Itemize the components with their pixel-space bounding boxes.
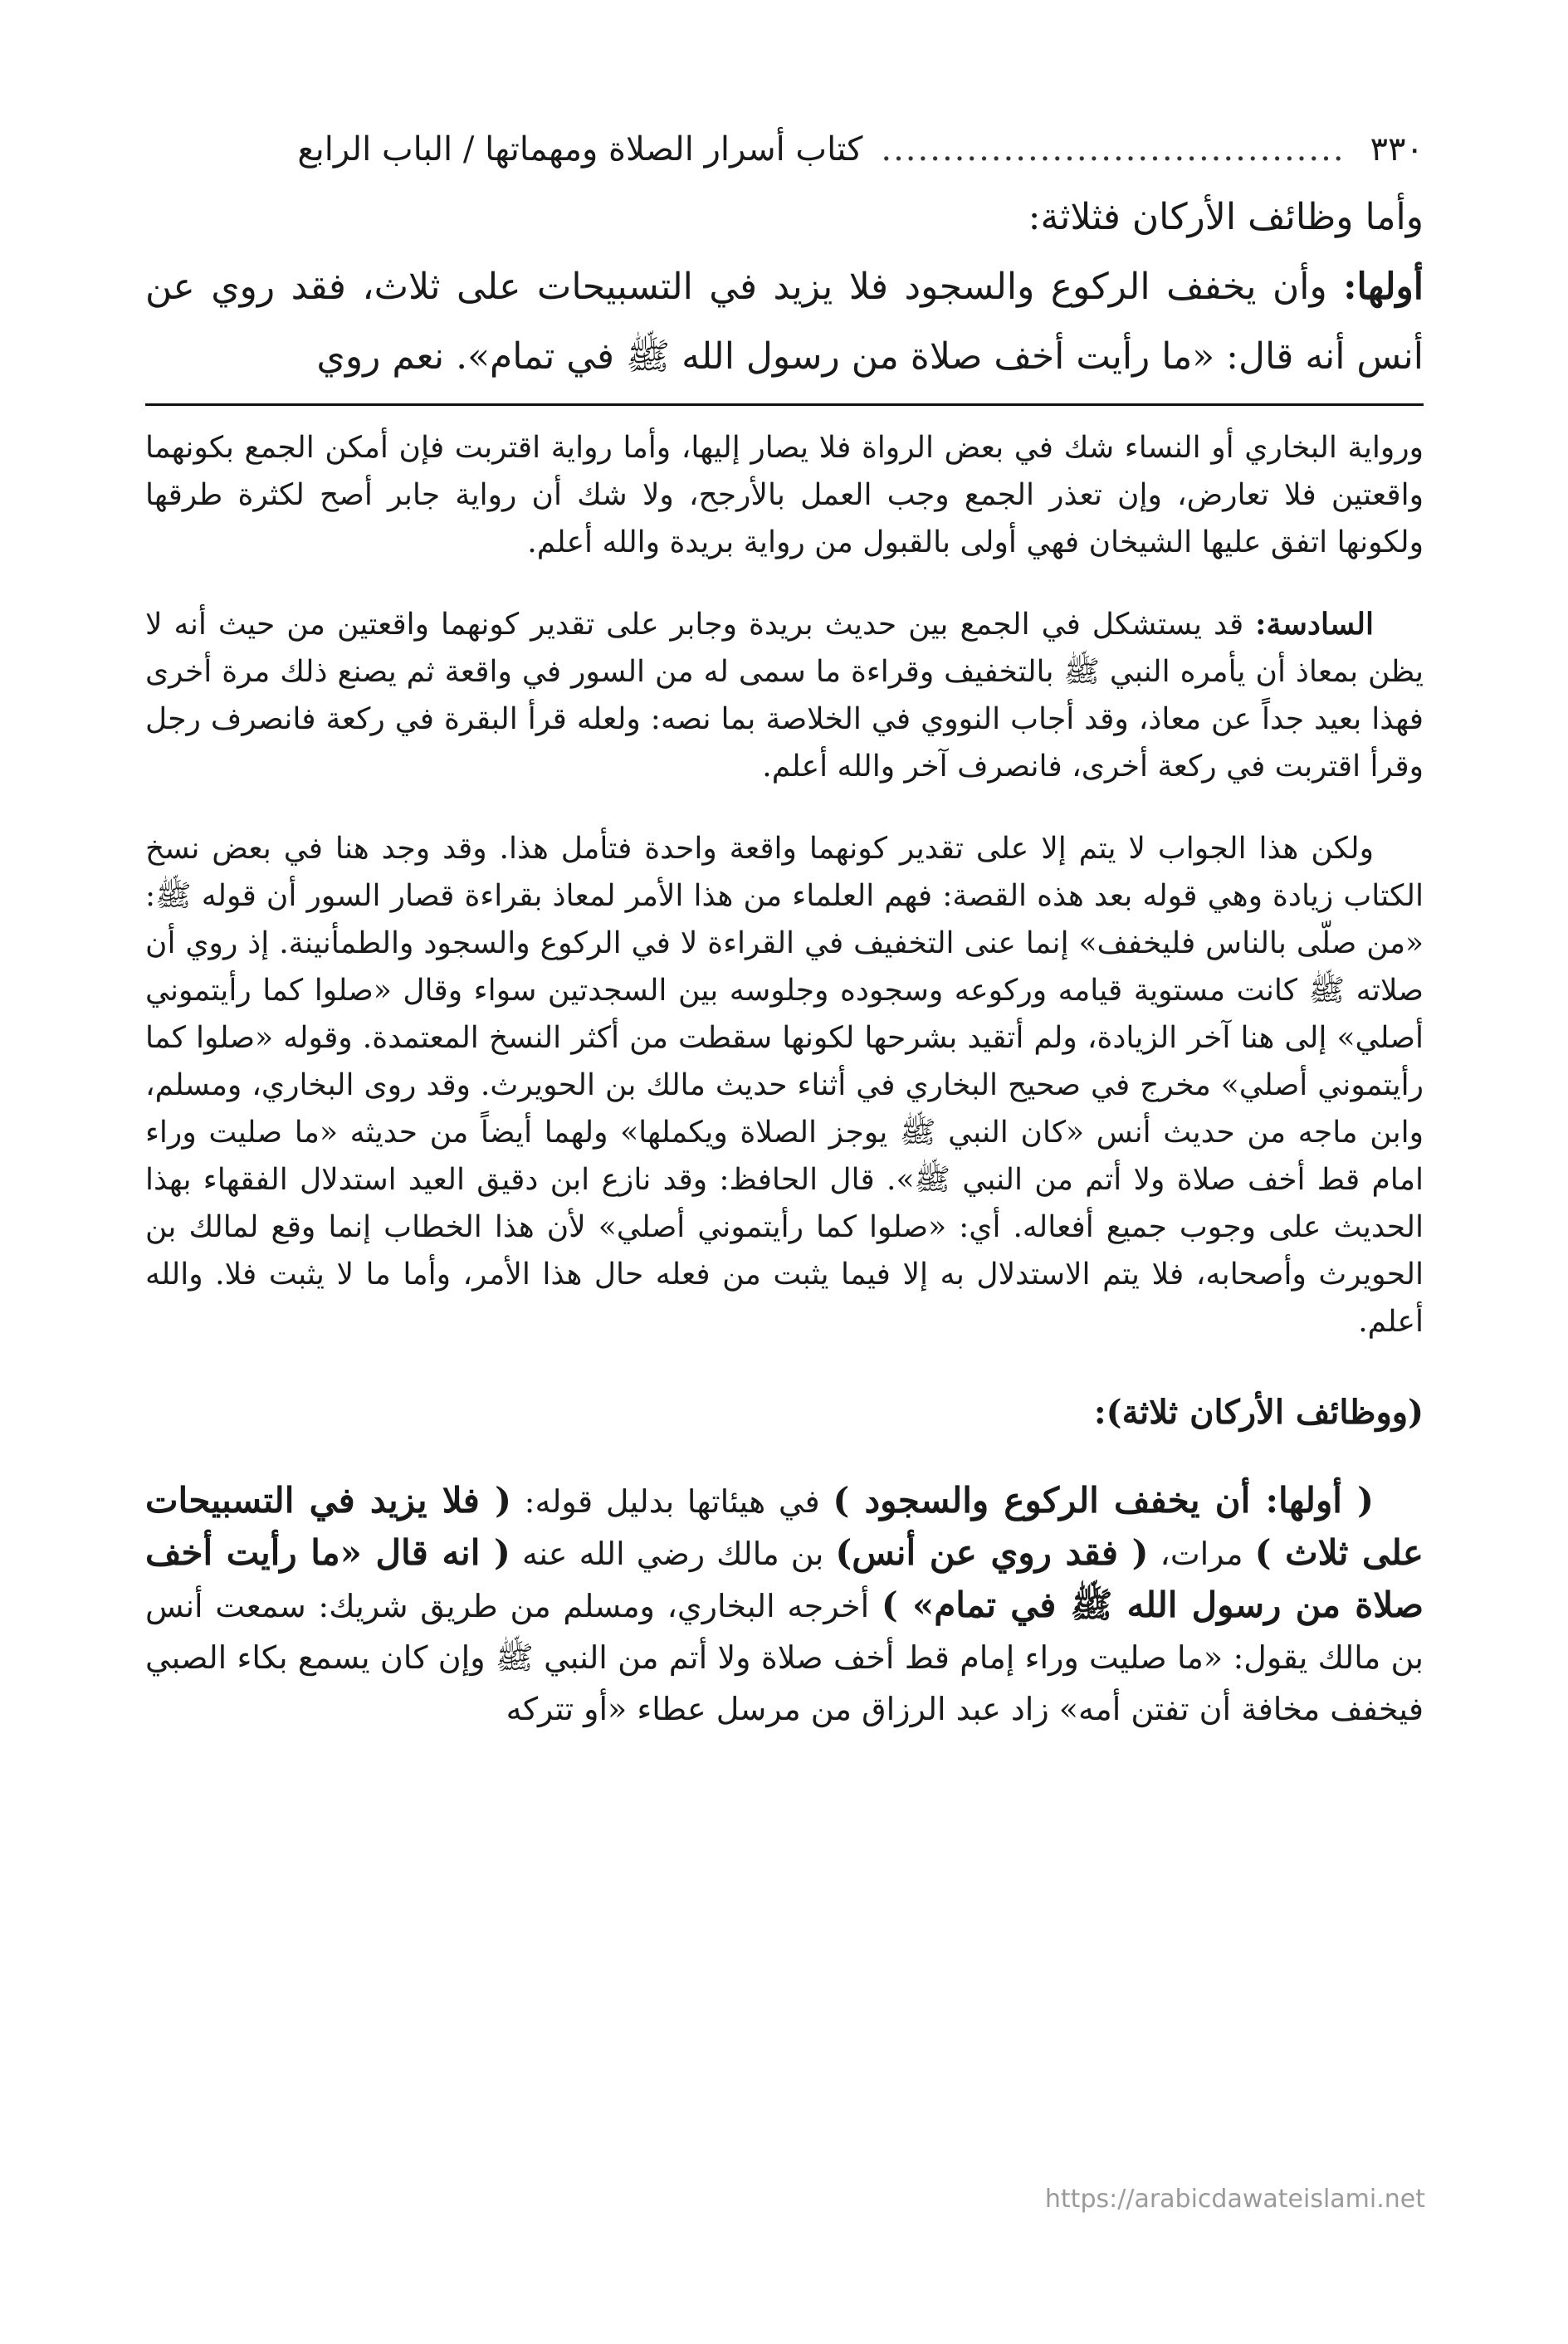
book-page [145,125,1424,1735]
lower-text-2: مرات، [1148,1536,1255,1572]
main-paragraph-text: وأن يخفف الركوع والسجود فلا يزيد في التسبيحات على ثلاث، فقد روي عن أنس أنه قال: «ما رأيت أخف صلاة من رسول الله ﷺ في تمام». نعم روي [145,266,1424,378]
commentary-paragraph-2-text: قد يستشكل في الجمع بين حديث بريدة وجابر على تقدير كونهما واقعتين من حيث أنه لا يظن بمعاذ أن يأمره النبي ﷺ بالتخفيف وقراءة ما سمى له من السور في واقعة ثم يصنع ذلك مرة أخرى فهذا بعيد جداً عن معاذ، وقد أجاب النووي في الخلاصة بما نصه: ولعله قرأ البقرة في ركعة فانصرف رجل وقرأ اقتربت في ركعة أخرى، فانصرف آخر والله أعلم. [145,608,1424,784]
lower-text-4: أخرجه البخاري، ومسلم من طريق شريك: سمعت أنس بن مالك يقول: «ما صليت وراء إمام قط أخف صلاة ولا أتم من النبي ﷺ وإن كان يسمع بكاء الصبي فيخفف مخافة أن تفتن أمه» زاد عبد الرزاق من مرسل عطاء «أو تتركه [145,1588,1424,1727]
commentary [145,424,1424,1345]
lower-paragraph [145,1475,1424,1735]
commentary-paragraph-1: ورواية البخاري أو النساء شك في بعض الرواة فلا يصار إليها، وأما رواية اقتربت فإن أمكن الجمع بكونهما واقعتين فلا تعارض، وإن تعذر الجمع وجب العمل بالأرجح، ولا شك أن رواية جابر أصح لكثرة طرقها ولكونها اتفق عليها الشيخان فهي أولى بالقبول من رواية بريدة والله أعلم. [145,431,1424,559]
separator-rule [145,403,1424,406]
header-dots: ...................................... [881,130,1346,168]
page-number: ٣٣٠ [1370,130,1424,168]
commentary-paragraph-2 [145,601,1424,790]
main-text [145,183,1424,392]
intro-line: وأما وظائف الأركان فثلاثة: [1028,196,1424,238]
lower-text-1: في هيئاتها بدليل قوله: [510,1483,833,1520]
watermark-url: https://arabicdawateislami.net [1044,2185,1425,2214]
lower-text-3: بن مالك رضي الله عنه [510,1536,836,1572]
lower-quote-1: ( أولها: أن يخفف الركوع والسجود ) [833,1480,1374,1521]
lower-quote-3: ( فقد روي عن أنس) [835,1532,1149,1573]
commentary-paragraph-3: ولكن هذا الجواب لا يتم إلا على تقدير كونهما واقعة واحدة فتأمل هذا. وقد وجد هنا في بعض نسخ الكتاب زيادة وهي قوله بعد هذه القصة: فهم العلماء من هذا الأمر لمعاذ بقراءة قصار السور أن قوله ﷺ: «من صلّى بالناس فليخفف» إنما عنى التخفيف في القراءة لا في الركوع والسجود والطمأنينة. إذ روي أن صلاته ﷺ كانت مستوية قيامه وركوعه وسجوده وجلوسه بين السجدتين سواء وقال «صلوا كما رأيتموني أصلي» إلى هنا آخر الزيادة، ولم أتقيد بشرحها لكونها سقطت من أكثر النسخ المعتمدة. وقوله «صلوا كما رأيتموني أصلي» مخرج في صحيح البخاري في أثناء حديث مالك بن الحويرث. وقد روى البخاري، ومسلم، وابن ماجه من حديث أنس «كان النبي ﷺ يوجز الصلاة ويكملها» ولهما أيضاً من حديثه «ما صليت وراء امام قط أخف صلاة ولا أتم من النبي ﷺ». قال الحافظ: وقد نازع ابن دقيق العيد استدلال الفقهاء بهذا الحديث على وجوب جميع أفعاله. أي: «صلوا كما رأيتموني أصلي» لأن هذا الخطاب إنما وقع لمالك بن الحويرث وأصحابه، فلا يتم الاستدلال به إلا فيما يثبت من فعله حال هذا الأمر، وأما ما لا يثبت فلا. والله أعلم. [145,832,1424,1339]
lower-text [145,1475,1424,1735]
lower-quote-4: ( انه قال «ما رأيت أخف صلاة من رسول الله ﷺ في تمام» ) [145,1532,1424,1625]
running-title: كتاب أسرار الصلاة ومهماتها / الباب الرابع [297,130,863,168]
main-paragraph [145,252,1424,392]
lower-quote-2: ( فلا يزيد في التسبيحات على ثلاث ) [145,1480,1424,1573]
page-header [145,125,1424,183]
commentary-paragraph-2-lead: السادسة: [1255,607,1374,642]
main-paragraph-lead: أولها: [1343,266,1424,308]
section-heading: (ووظائف الأركان ثلاثة): [1093,1393,1424,1432]
